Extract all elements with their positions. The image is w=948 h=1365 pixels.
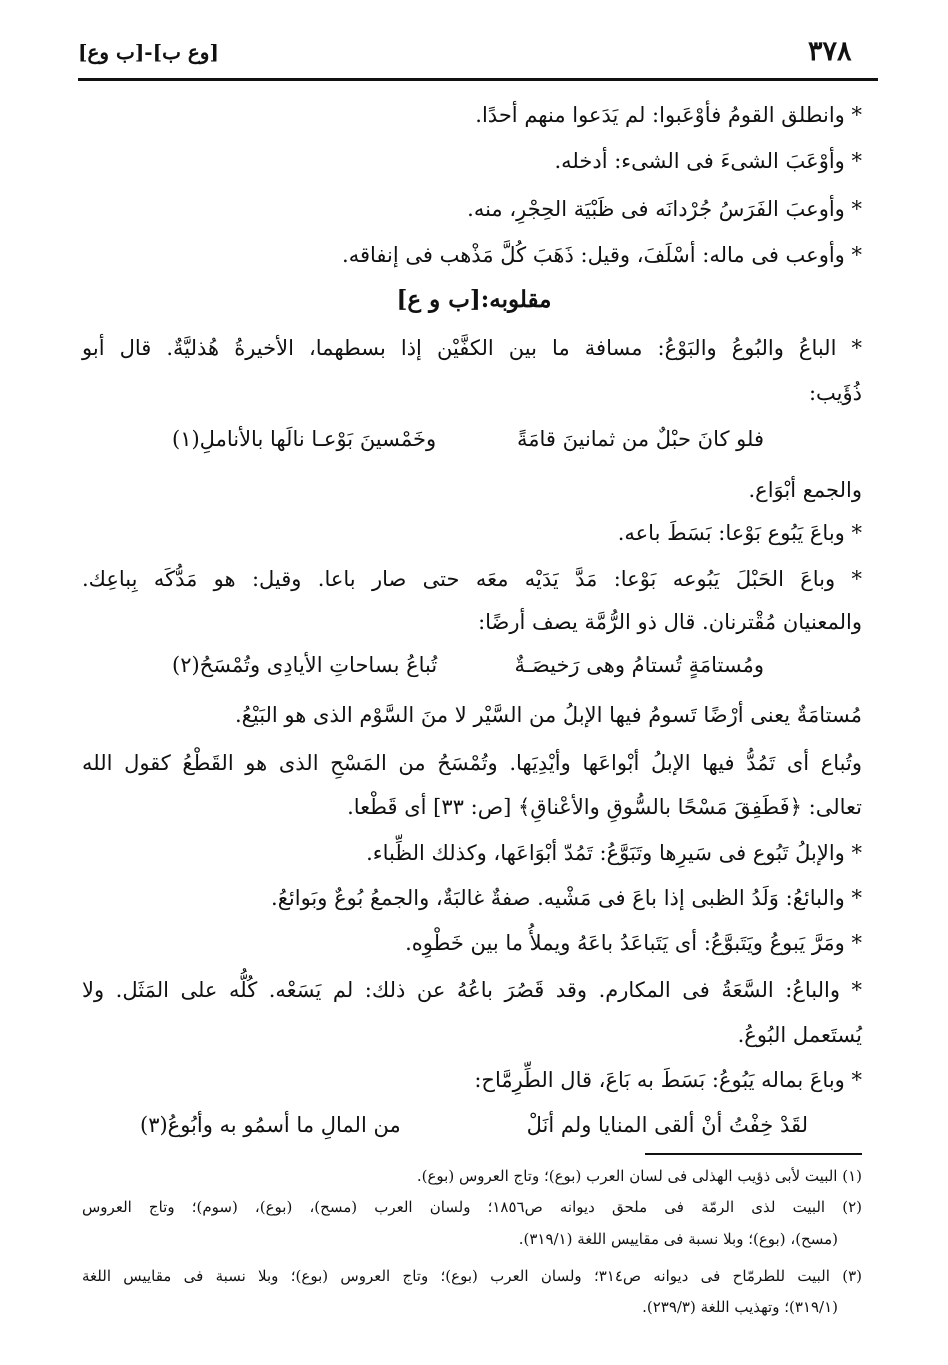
entry-line: والجمع أبْوَاع.: [748, 478, 862, 502]
entry-line: * ومَرَّ يَبوعُ ويَتَبوَّعُ: أى يَتَباعَدُ باعَهُ ويملأُ ما بين خَطْوِه.: [405, 931, 862, 955]
header-rule: [78, 78, 878, 81]
entry-line: * وأوعب فى ماله: أسْلَفَ، وقيل: ذَهَبَ كُلَّ مَذْهب فى إنفاقه.: [342, 243, 862, 267]
entry-line: * الباعُ والبُوعُ والبَوْعُ: مسافة ما بين الكفَّيْن إذا بسطهما، الأخيرةُ هُذليَّةٌ. قال أبو: [82, 336, 862, 360]
entry-line: * والبائعُ: وَلَدُ الظبى إذا باعَ فى مَشْيه. صفةٌ غالبَةٌ، والجمعُ بُوعٌ وبَوائعُ.: [271, 886, 862, 910]
footnote-continuation: (٣١٩/١)؛ وتهذيب اللغة (٢٣٩/٣).: [642, 1298, 838, 1316]
entry-line: ذُؤَيب:: [808, 381, 862, 405]
entry-line: * وباعَ الحَبْلَ يَبُوعه بَوْعا: مَدَّ يَدَيْه معَه حتى صار باعا. وقيل: هو مَدُّكَه بِباعِك.: [82, 567, 863, 591]
footnote-rule: [645, 1153, 862, 1155]
running-title: [وع ب]-[ب وع]: [78, 40, 219, 64]
verse-hemistich-right: لقَدْ خِفْتُ أنْ ألقى المنايا ولم أنَلْ: [526, 1113, 808, 1137]
entry-line: تعالى: ﴿فَطَفِقَ مَسْحًا بالسُّوقِ والأعْناقِ﴾ [ص: ٣٣] أى قَطْعا.: [347, 795, 862, 819]
entry-line: * وأوْعَبَ الشىءَ فى الشىء: أدخله.: [554, 149, 862, 173]
footnote: (٢) البيت لذى الرمّة فى ملحق ديوانه ص١٨٥٦؛ ولسان العرب (مسح)، (بوع)، (سوم)؛ وتاج العروس: [82, 1198, 862, 1216]
entry-line: * والباعُ: السَّعَةُ فى المكارم. وقد قَصُرَ باعُهُ عن ذلك: لم يَسَعْه. كُلُّه على المَثَل. ولا: [82, 978, 862, 1002]
verse-hemistich-left: تُباعُ بساحاتِ الأيادِى وتُمْسَحُ(٢): [172, 653, 438, 677]
footnote: (٣) البيت للطرمّاح فى ديوانه ص٣١٤؛ ولسان العرب (بوع)؛ وتاج العروس (بوع)؛ وبلا نسبة فى مقاييس اللغة: [82, 1267, 862, 1285]
entry-line: يُستَعمل البُوعُ.: [737, 1023, 862, 1047]
entry-line: * والإبلُ تَبُوع فى سَيرِها وتَبَوَّعُ: تَمُدّ أبْوَاعَها، وكذلك الظِّباء.: [366, 841, 862, 865]
entry-line: * وباعَ بماله يَبُوعُ: بَسَطَ به بَاعَ، قال الطِّرِمَّاح:: [474, 1068, 862, 1092]
verse-hemistich-left: من المالِ ما أسمُو به وأبُوعُ(٣): [140, 1113, 401, 1137]
verse-hemistich-right: فلو كانَ حبْلٌ من ثمانينَ قامَةً: [517, 427, 764, 451]
footnote-continuation: (مسح)، (بوع)؛ وبلا نسبة فى مقاييس اللغة (٣١٩/١).: [518, 1230, 838, 1248]
entry-line: والمعنيان مُقْترنان. قال ذو الرُّمَّة يصف أرضًا:: [478, 610, 862, 634]
entry-line: وتُباع أى تَمُدُّ فيها الإبلُ أبْواعَها وأيْدِيَها. وتُمْسَحُ من المَسْحِ الذى هو القَطْعُ كقول الله: [82, 751, 862, 775]
entry-line: * وأوعبَ الفَرَسُ جُرْدانَه فى ظَبْيَة الحِجْرِ، منه.: [467, 197, 862, 221]
entry-line: مُستامَةٌ يعنى أرْضًا تَسومُ فيها الإبلُ من السَّيْر لا منَ السَّوْم الذى هو البَيْعُ.: [235, 703, 862, 727]
verse-hemistich-left: وخَمْسينَ بَوْعـا نالَها بالأناملِ(١): [172, 427, 437, 451]
entry-line: * وانطلق القومُ فأوْعَبوا: لم يَدَعوا منهم أحدًا.: [475, 103, 862, 127]
page-number: ٣٧٨: [808, 36, 852, 67]
verse-hemistich-right: ومُستامَةٍ تُستامُ وهى رَخيصَـةٌ: [514, 653, 764, 677]
entry-line: * وباعَ يَبُوع بَوْعا: بَسَطَ باعه.: [617, 521, 862, 545]
footnote: (١) البيت لأبى ذؤيب الهذلى فى لسان العرب (بوع)؛ وتاج العروس (بوع).: [416, 1167, 862, 1185]
section-heading: مقلوبه:[ب و ع]: [396, 286, 552, 313]
